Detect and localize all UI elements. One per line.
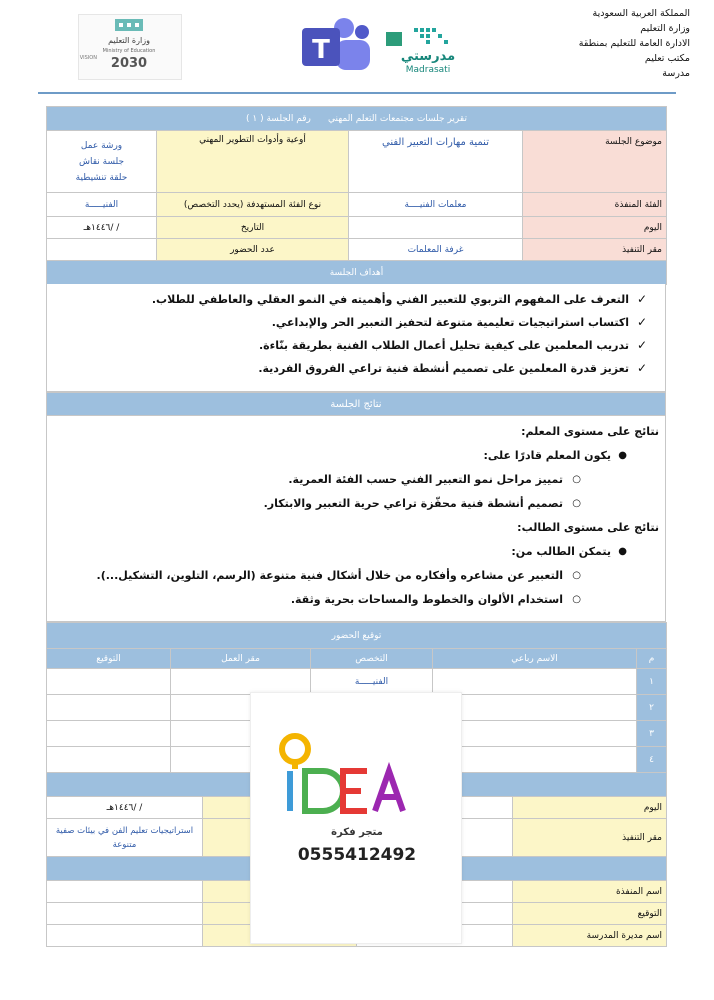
tool-option: ورشة عمل: [80, 140, 123, 151]
watermark-tagline: متجر فكرة: [331, 827, 383, 838]
implementer-label: الفئة المنفذة: [523, 193, 667, 217]
target-label: نوع الفئة المستهدفة (يحدد التخصص): [157, 193, 349, 217]
next-venue-label: مقر التنفيذ: [513, 819, 667, 857]
name-cell[interactable]: [433, 669, 637, 695]
header-line: مكتب تعليم: [644, 53, 690, 64]
next-date-value: / /١٤٤٦هـ: [47, 797, 203, 819]
tools-label: أوعية وأدوات التطوير المهني: [157, 131, 349, 193]
header-line: الادارة العامة للتعليم بمنطقة: [578, 38, 690, 49]
session-info-table: [46, 106, 667, 285]
svg-text:Ministry of Education: Ministry of Education: [102, 48, 156, 54]
teacher-intro: [47, 444, 661, 468]
tool-option: جلسة نقاش: [78, 156, 125, 167]
row-number: ٢: [637, 695, 667, 721]
attendance-value: [47, 239, 157, 261]
date-label: التاريخ: [157, 217, 349, 239]
idea-logo-icon: [249, 693, 461, 945]
row-number: ١: [637, 669, 667, 695]
tool-option: حلقة تنشيطية: [75, 172, 128, 183]
venue-label: مقر التنفيذ: [523, 239, 667, 261]
goal-text: اكتساب استراتيجيات تعليمية متنوعة لتحفيز التعبير الحر والإبداعي.: [271, 316, 629, 329]
goal-item: [47, 288, 651, 311]
goals-panel: [46, 284, 666, 392]
check-icon: ✓: [636, 361, 647, 375]
implementer-name-label: اسم المنفذة: [513, 881, 667, 903]
check-icon: ✓: [636, 315, 647, 329]
goal-text: التعرف على المفهوم التربوي للتعبير الفني وأهميته في النمو العقلي والعاطفي للطلاب.: [151, 293, 629, 306]
goals-heading: أهداف الجلسة: [47, 261, 667, 285]
circle-bullet-icon: ○: [572, 594, 581, 605]
header-line: المملكة العربية السعودية: [592, 8, 690, 19]
row-number: ٤: [637, 747, 667, 773]
goal-text: تدريب المعلمين على كيفية تحليل أعمال الطلاب الفنية بطريقة بنّاءة.: [258, 339, 629, 352]
student-item-text: التعبير عن مشاعره وأفكاره من خلال أشكال فنية متنوعة (الرسم، التلوين، التشكيل...).: [96, 569, 563, 582]
header-line: مدرسة: [662, 68, 690, 79]
circle-bullet-icon: ○: [572, 474, 581, 485]
day-value: [349, 217, 523, 239]
signature-label: التوقيع: [513, 903, 667, 925]
target-value: الفنيـــــة: [47, 193, 157, 217]
student-item: [47, 588, 661, 612]
check-icon: ✓: [636, 292, 647, 306]
teacher-item: [47, 468, 661, 492]
teams-logo-icon: [298, 14, 374, 80]
next-day-label: اليوم: [513, 797, 667, 819]
sign-cell[interactable]: [47, 721, 171, 747]
goal-text: تعزيز قدرة المعلمين على تصميم أنشطة فنية تراعي الفروق الفردية.: [258, 362, 629, 375]
svg-text:مدرستي: مدرستي: [400, 49, 456, 64]
header-line: وزارة التعليم: [640, 23, 690, 34]
header-divider: [38, 92, 676, 94]
venue-value: غرفة المعلمات: [349, 239, 523, 261]
svg-text:T: T: [312, 35, 330, 65]
ministry-header: [540, 6, 690, 81]
teacher-item-text: تمييز مراحل نمو التعبير الفني حسب الفئة العمرية.: [288, 473, 563, 486]
sign-cell[interactable]: [47, 669, 171, 695]
tools-options: [47, 131, 157, 193]
col-header: التوقيع: [47, 649, 171, 669]
teacher-intro-text: يكون المعلم قادرًا على:: [483, 449, 611, 462]
work-cell[interactable]: [171, 669, 311, 695]
madrasati-logo: [384, 26, 470, 76]
col-header: الاسم رباعي: [433, 649, 637, 669]
svg-text:Madrasati: Madrasati: [405, 65, 451, 75]
session-number: رقم الجلسة ( ١ ): [246, 113, 311, 124]
spec-cell: الفنيـــــة: [311, 669, 433, 695]
results-panel: [46, 416, 666, 622]
sign-cell[interactable]: [47, 747, 171, 773]
svg-text:وزارة التعليم: وزارة التعليم: [108, 36, 150, 45]
ministry-logo: [78, 14, 182, 80]
goal-item: [47, 311, 651, 334]
table-row: [47, 669, 667, 695]
sign-cell[interactable]: [47, 695, 171, 721]
next-strategy-value: استراتيجيات تعليم الفن في بيئات صفية متنوعة: [47, 819, 203, 857]
attendance-heading: توقيع الحضور: [47, 623, 667, 649]
student-item-text: استخدام الألوان والخطوط والمساحات بحرية وثقة.: [290, 593, 563, 606]
row-number: ٣: [637, 721, 667, 747]
teacher-item: [47, 492, 661, 516]
svg-text:2030: 2030: [110, 56, 148, 71]
principal-label: اسم مديرة المدرسة: [513, 925, 667, 947]
student-results-title: نتائج على مستوى الطالب:: [517, 521, 659, 534]
report-title: تقرير جلسات مجتمعات التعلم المهني: [328, 113, 467, 124]
name-cell[interactable]: [433, 721, 637, 747]
goal-item: [47, 334, 651, 357]
circle-bullet-icon: ○: [572, 570, 581, 581]
student-intro-text: يتمكن الطالب من:: [511, 545, 611, 558]
watermark-phone: 0555412492: [297, 845, 417, 865]
name-cell[interactable]: [433, 695, 637, 721]
implementer-value: معلمات الفنيــــة: [349, 193, 523, 217]
teacher-results-title: نتائج على مستوى المعلم:: [521, 425, 659, 438]
signature-extra[interactable]: [47, 903, 203, 925]
bullet-icon: ●: [618, 450, 627, 461]
check-icon: ✓: [636, 338, 647, 352]
results-heading: نتائج الجلسة: [46, 392, 666, 416]
student-item: [47, 564, 661, 588]
topic-label: موضوع الجلسة: [523, 131, 667, 193]
date-value: / /١٤٤٦هـ: [47, 217, 157, 239]
circle-bullet-icon: ○: [572, 498, 581, 509]
title-band: [47, 107, 667, 131]
svg-text:VISION: VISION: [79, 55, 97, 61]
col-header: التخصص: [311, 649, 433, 669]
goal-item: [47, 357, 651, 380]
implementer-extra[interactable]: [47, 881, 203, 903]
bullet-icon: ●: [618, 546, 627, 557]
col-header: م: [637, 649, 667, 669]
attendance-label: عدد الحضور: [157, 239, 349, 261]
topic-value: تنمية مهارات التعبير الفني: [349, 131, 523, 193]
day-label: اليوم: [523, 217, 667, 239]
col-header: مقر العمل: [171, 649, 311, 669]
student-intro: [47, 540, 661, 564]
idea-watermark: [250, 692, 462, 944]
principal-extra[interactable]: [47, 925, 203, 947]
teacher-item-text: تصميم أنشطة فنية محفّزة تراعي حرية التعبير والابتكار.: [263, 497, 563, 510]
name-cell[interactable]: [433, 747, 637, 773]
